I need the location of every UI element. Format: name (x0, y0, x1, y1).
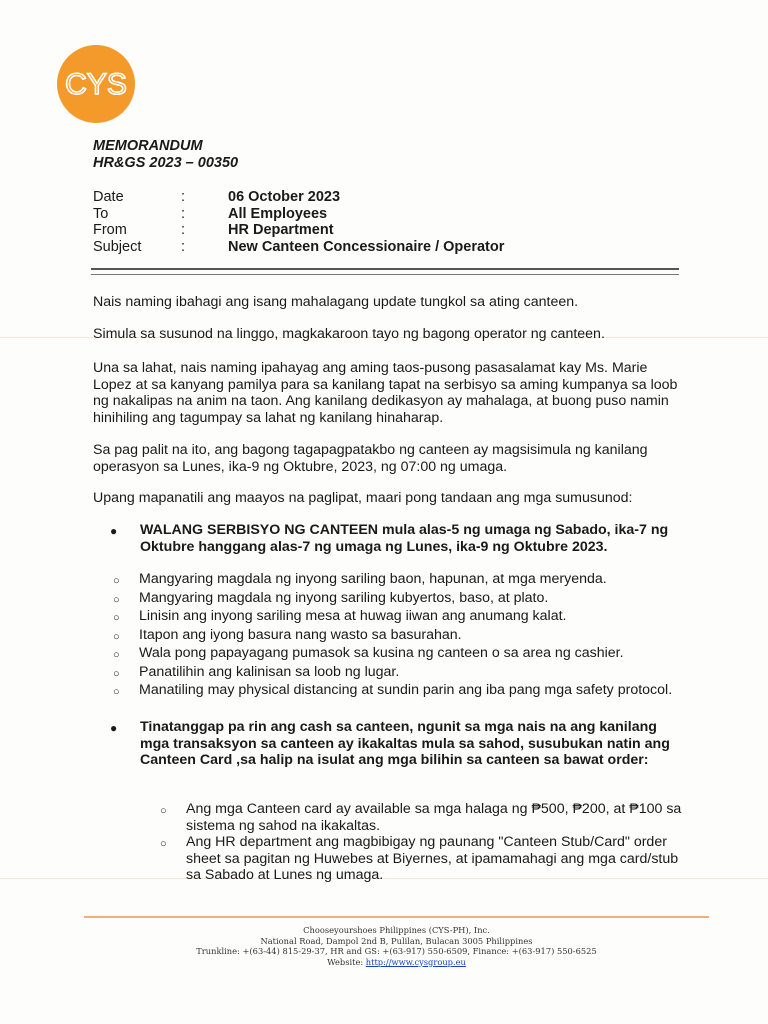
header-value: New Canteen Concessionaire / Operator (228, 238, 505, 255)
list-item-text: Mangyaring magdala ng inyong sariling baon, hapunan, at mga meryenda. (139, 571, 607, 587)
bullet-text: WALANG SERBISYO NG CANTEEN mula alas-5 ng umaga ng Sabado, ika-7 ng Oktubre hanggang alas-7 ng umaga ng Lunes, ika-9 ng Oktubre 2023. (140, 522, 669, 555)
paragraph-1: Nais naming ibahagi ang isang mahalagang update tungkol sa ating canteen. (93, 294, 579, 310)
footer-website (84, 957, 709, 968)
circle-bullet-icon: ○ (160, 838, 167, 850)
header-colon: : (181, 222, 186, 238)
list-item-text: Ang mga Canteen card ay available sa mga halaga ng ₱500, ₱200, at ₱100 sa sistema ng sahod na ikakaltas. (186, 801, 682, 834)
list-item (113, 627, 683, 646)
list-item (113, 682, 683, 701)
list-item-text: Wala pong papayagang pumasok sa kusina ng canteen o sa area ng cashier. (139, 645, 624, 661)
circle-bullet-icon: ○ (160, 805, 167, 817)
memo-heading (93, 138, 238, 172)
circle-bullet-icon: ○ (113, 667, 120, 680)
reminders-list (113, 571, 683, 701)
list-item (113, 664, 683, 683)
bullet-canteen-card (110, 719, 685, 769)
footer-company: Chooseyourshoes Philippines (CYS-PH), Inc. (303, 925, 490, 935)
list-item (113, 571, 683, 590)
list-item (160, 801, 685, 834)
header-colon: : (181, 238, 186, 255)
bullet-icon: ● (110, 524, 118, 538)
cys-logo (56, 44, 136, 124)
header-divider (91, 268, 679, 275)
header-label: To (93, 205, 109, 222)
header-label: From (93, 222, 127, 238)
list-item (113, 590, 683, 609)
header-row-to (93, 206, 504, 223)
header-value: All Employees (228, 205, 328, 222)
list-item-text: Panatilihin ang kalinisan sa loob ng lugar. (139, 663, 400, 680)
bullet-icon: ● (110, 721, 118, 735)
list-item-text: Mangyaring magdala ng inyong sariling kubyertos, baso, at plato. (139, 589, 549, 606)
paragraph-2: Simula sa susunod na linggo, magkakaroon tayo ng bagong operator ng canteen. (93, 326, 605, 342)
circle-bullet-icon: ○ (113, 593, 120, 606)
memo-title: MEMORANDUM (93, 138, 203, 154)
circle-bullet-icon: ○ (113, 575, 120, 587)
memo-header-table (93, 189, 504, 255)
bullet-text: Tinatanggap pa rin ang cash sa canteen, ngunit sa mga nais na ang kanilang mga transaksyon sa canteen ay ikakaltas mula sa sahod, susubukan natin ang Canteen Card ,sa halip na isulat ang mga bilihin sa canteen sa bawat order: (140, 719, 670, 768)
footer-divider (84, 916, 709, 918)
footer-address: National Road, Dampol 2nd B, Pulilan, Bulacan 3005 Philippines (260, 935, 533, 946)
footer (84, 925, 709, 967)
header-value: 06 October 2023 (228, 189, 341, 205)
website-label: Website: (327, 956, 364, 967)
paragraph-4: Sa pag palit na ito, ang bagong tagapagpatakbo ng canteen ay magsisimula ng kanilang operasyon sa Lunes, ika-9 ng Oktubre, 2023, ng 07:00 ng umaga. (93, 442, 648, 475)
header-colon: : (181, 205, 186, 222)
header-value: HR Department (228, 222, 334, 238)
website-link[interactable]: http://www.cysgroup.eu (365, 956, 466, 967)
list-item (113, 645, 683, 664)
canteen-card-list (160, 801, 685, 884)
logo-text: CYS (65, 68, 127, 101)
memo-number: HR&GS 2023 – 00350 (93, 155, 239, 171)
header-row-date (93, 189, 504, 206)
list-item-text: Ang HR department ang magbibigay ng paunang "Canteen Stub/Card" order sheet sa pagitan ng Huwebes at Biyernes, at ipamamahagi ang mga card/stub sa Sabado at Lunes ng umaga. (186, 834, 679, 883)
circle-bullet-icon: ○ (113, 686, 120, 698)
header-label: Date (93, 189, 124, 205)
header-colon: : (181, 189, 186, 205)
list-item-text: Itapon ang iyong basura nang wasto sa basurahan. (139, 626, 462, 643)
paragraph-3: Una sa lahat, nais naming ipahayag ang aming taos-pusong pasasalamat kay Ms. Marie Lopez at sa kanyang pamilya para sa kanilang tapat na serbisyo sa aming kumpanya sa loob ng nakalipas na anim na taon. Ang kanilang dedikasyon ay mahalaga, at buong puso namin hinihiling ang tagumpay sa lahat ng kanilang hinaharap. (93, 360, 678, 426)
bullet-no-canteen-service (110, 522, 685, 555)
header-row-subject (93, 239, 504, 256)
circle-bullet-icon: ○ (113, 630, 120, 643)
header-row-from (93, 222, 504, 239)
list-item-text: Manatiling may physical distancing at sundin parin ang iba pang mga safety protocol. (139, 682, 673, 698)
footer-phones: Trunkline: +(63-44) 815-29-37, HR and GS: +(63-917) 550-6509, Finance: +(63-917) 550-6525 (196, 946, 597, 956)
circle-bullet-icon: ○ (113, 649, 120, 661)
paragraph-5: Upang mapanatili ang maayos na paglipat, maari pong tandaan ang mga sumusunod: (93, 490, 633, 506)
list-item-text: Linisin ang inyong sariling mesa at huwag iiwan ang anumang kalat. (139, 608, 567, 624)
list-item (113, 608, 683, 627)
header-label: Subject (93, 238, 142, 255)
list-item (160, 834, 685, 884)
circle-bullet-icon: ○ (113, 612, 120, 624)
